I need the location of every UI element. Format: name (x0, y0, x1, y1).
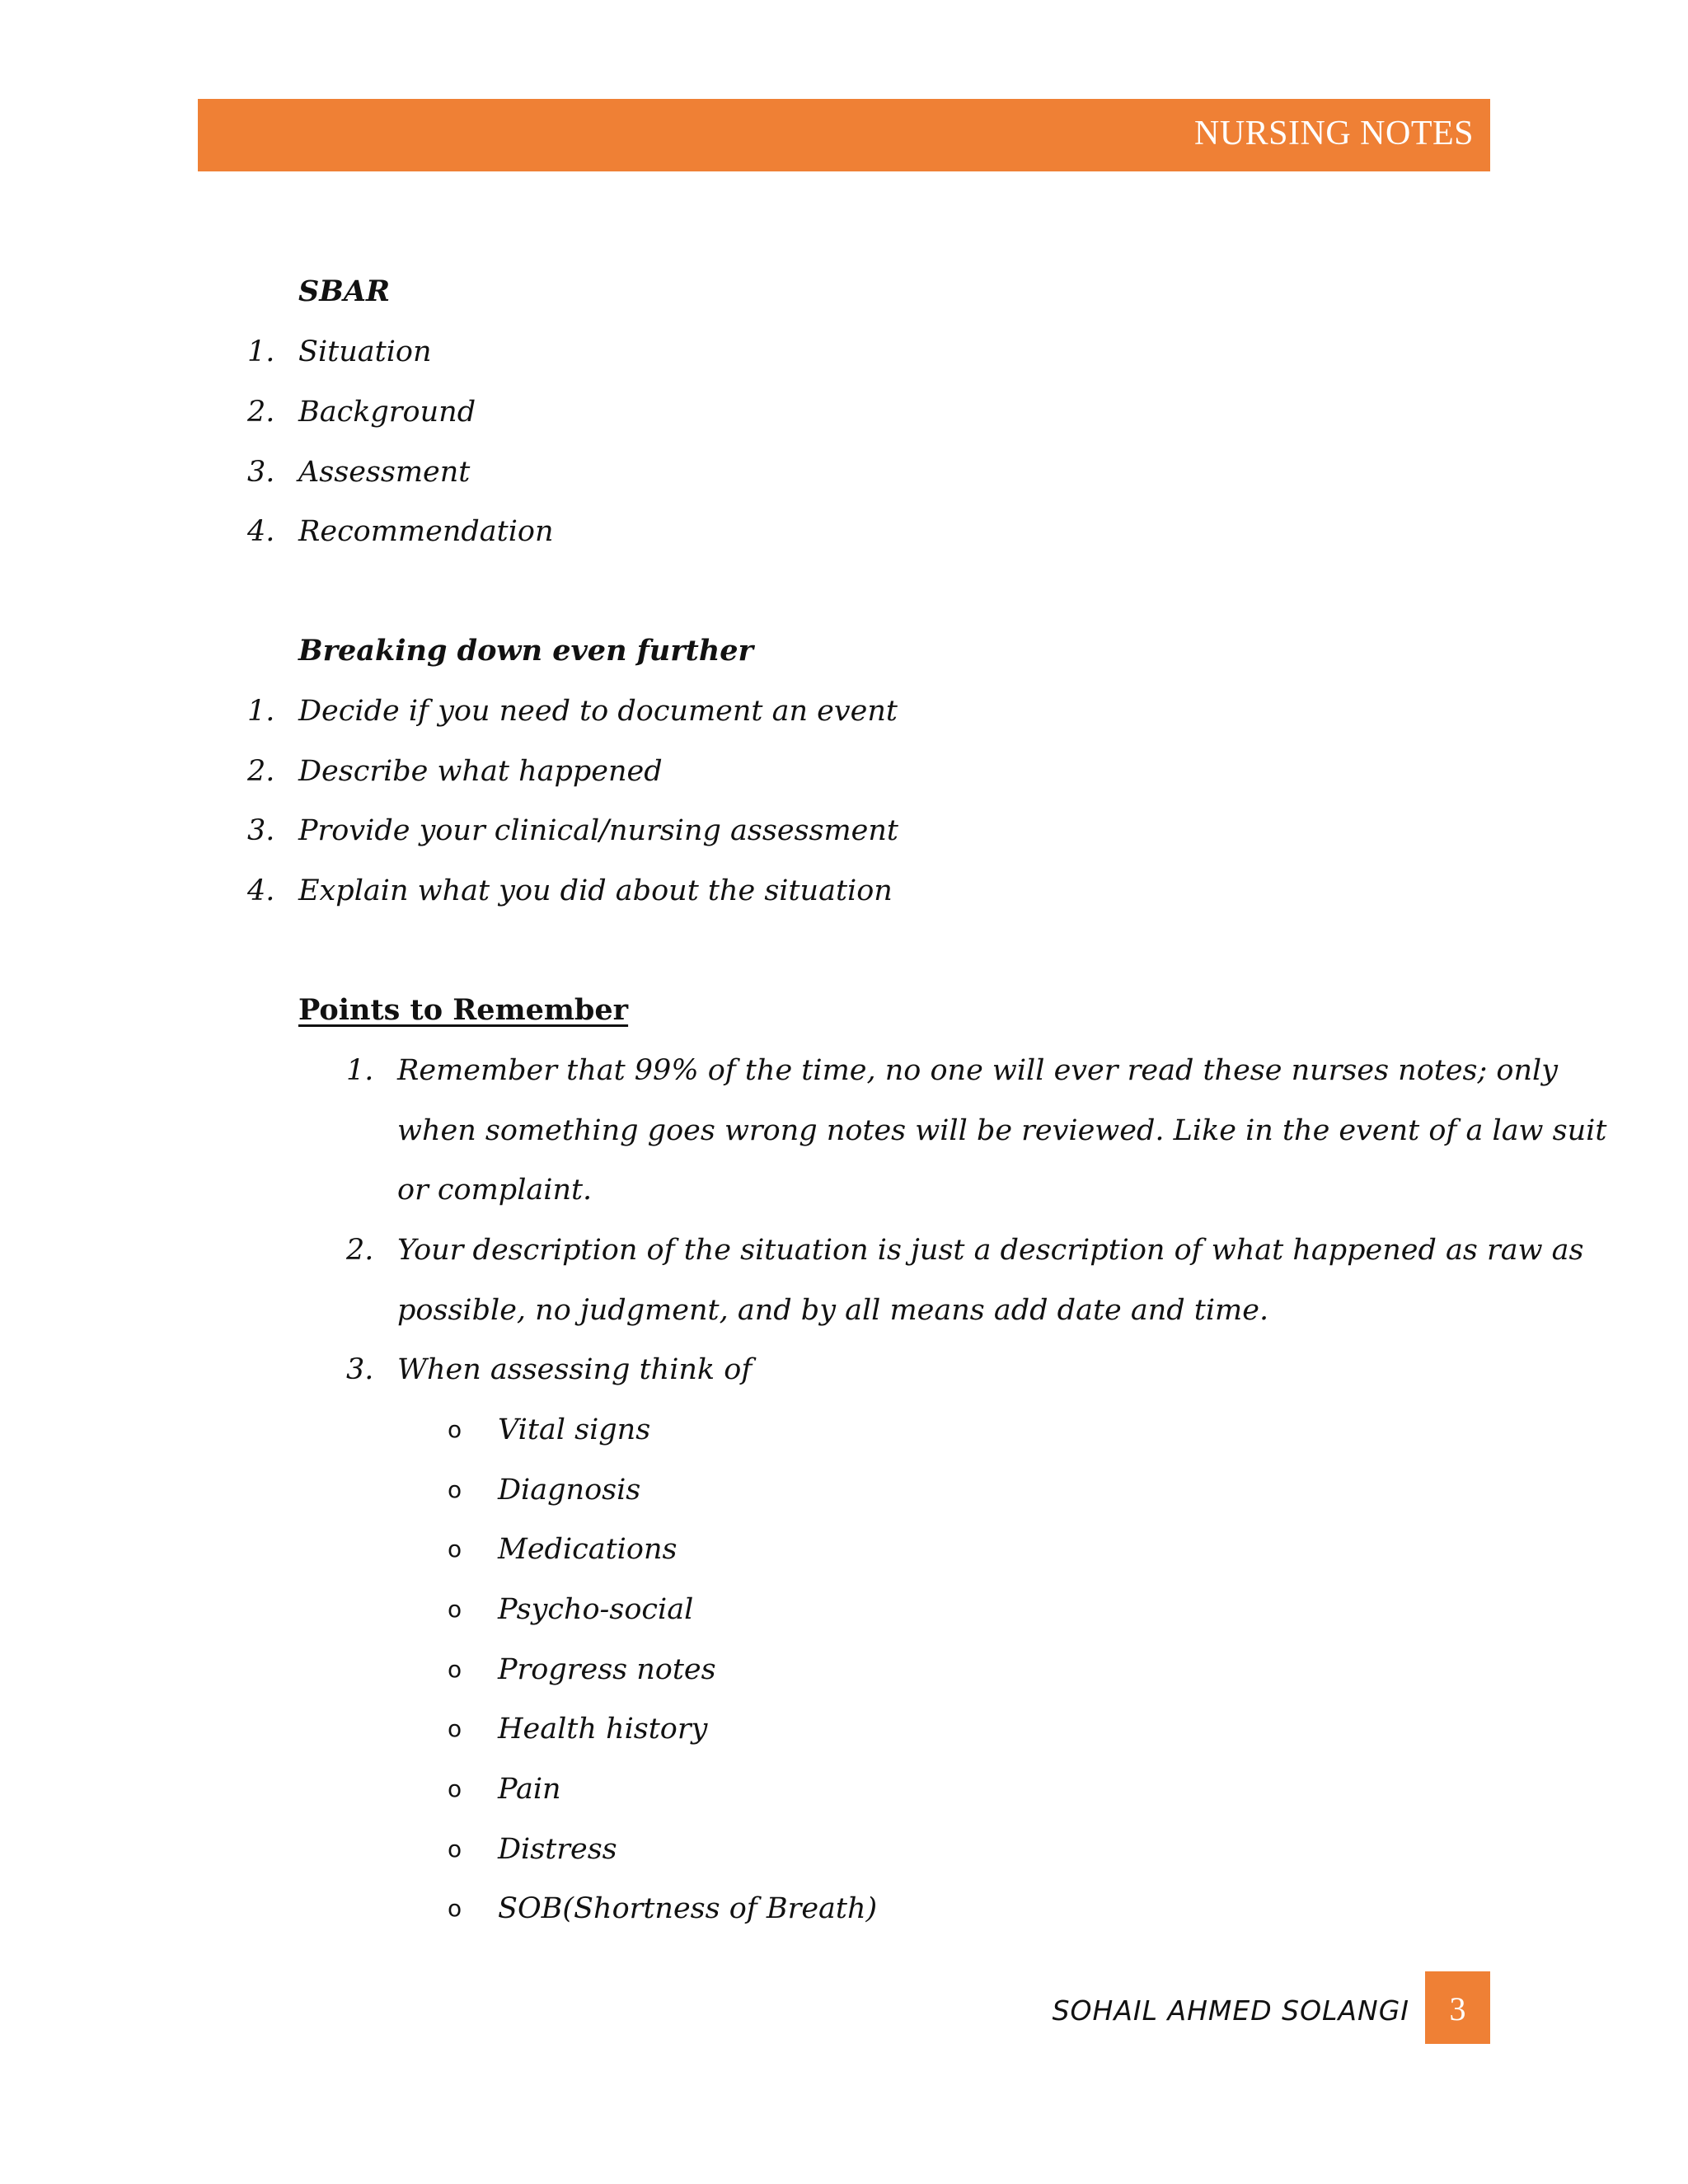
bullet-text: SOB(Shortness of Breath) (498, 1892, 878, 1925)
list-text: Describe what happened (298, 755, 663, 788)
bullet-text: Diagnosis (498, 1474, 641, 1507)
list-text: possible, no judgment, and by all means add date and time. (397, 1294, 1269, 1327)
page-number: 3 (1449, 1990, 1466, 2027)
breaking-heading: Breaking down even further (298, 634, 753, 668)
bullet-text: Medications (498, 1533, 678, 1566)
list-number: 1. (346, 1054, 374, 1087)
bullet-text: Progress notes (498, 1653, 716, 1686)
header-band (198, 99, 1490, 171)
list-text: Decide if you need to document an event (298, 695, 898, 728)
points-heading: Points to Remember (298, 993, 629, 1027)
list-text: When assessing think of (397, 1353, 753, 1386)
bullet-icon: o (448, 1416, 462, 1443)
list-text: Background (298, 396, 476, 429)
bullet-text: Health history (498, 1713, 708, 1746)
bullet-text: Distress (498, 1833, 617, 1866)
list-number: 3. (346, 1353, 374, 1386)
list-number: 4. (247, 515, 275, 548)
bullet-icon: o (448, 1476, 462, 1503)
bullet-text: Pain (498, 1773, 561, 1806)
bullet-text: Psycho-social (498, 1593, 694, 1626)
list-number: 2. (247, 755, 275, 788)
bullet-icon: o (448, 1535, 462, 1563)
bullet-icon: o (448, 1715, 462, 1742)
list-number: 3. (247, 456, 275, 489)
list-number: 1. (247, 695, 275, 728)
bullet-icon: o (448, 1596, 462, 1623)
list-text: Recommendation (298, 515, 554, 548)
bullet-icon: o (448, 1775, 462, 1802)
list-text: Explain what you did about the situation (298, 874, 893, 907)
list-text: Remember that 99% of the time, no one will ever read these nurses notes; only (397, 1054, 1559, 1087)
list-text: when something goes wrong notes will be reviewed. Like in the event of a law suit (397, 1114, 1607, 1147)
list-text: Provide your clinical/nursing assessment (298, 814, 898, 847)
list-text: Your description of the situation is just a description of what happened as raw as (397, 1234, 1584, 1267)
bullet-text: Vital signs (498, 1413, 651, 1446)
list-text: Situation (298, 335, 432, 368)
list-number: 2. (346, 1234, 374, 1267)
bullet-icon: o (448, 1895, 462, 1922)
bullet-icon: o (448, 1835, 462, 1863)
footer-author: SOHAIL AHMED SOLANGI (1052, 1994, 1409, 2027)
list-number: 3. (247, 814, 275, 847)
sbar-heading: SBAR (298, 274, 391, 308)
list-number: 1. (247, 335, 275, 368)
list-text: or complaint. (397, 1174, 593, 1207)
list-number: 4. (247, 874, 275, 907)
page-number-box (1425, 1971, 1490, 2044)
list-number: 2. (247, 396, 275, 429)
bullet-icon: o (448, 1656, 462, 1683)
list-text: Assessment (298, 456, 471, 489)
header-title: NURSING NOTES (1193, 115, 1474, 152)
